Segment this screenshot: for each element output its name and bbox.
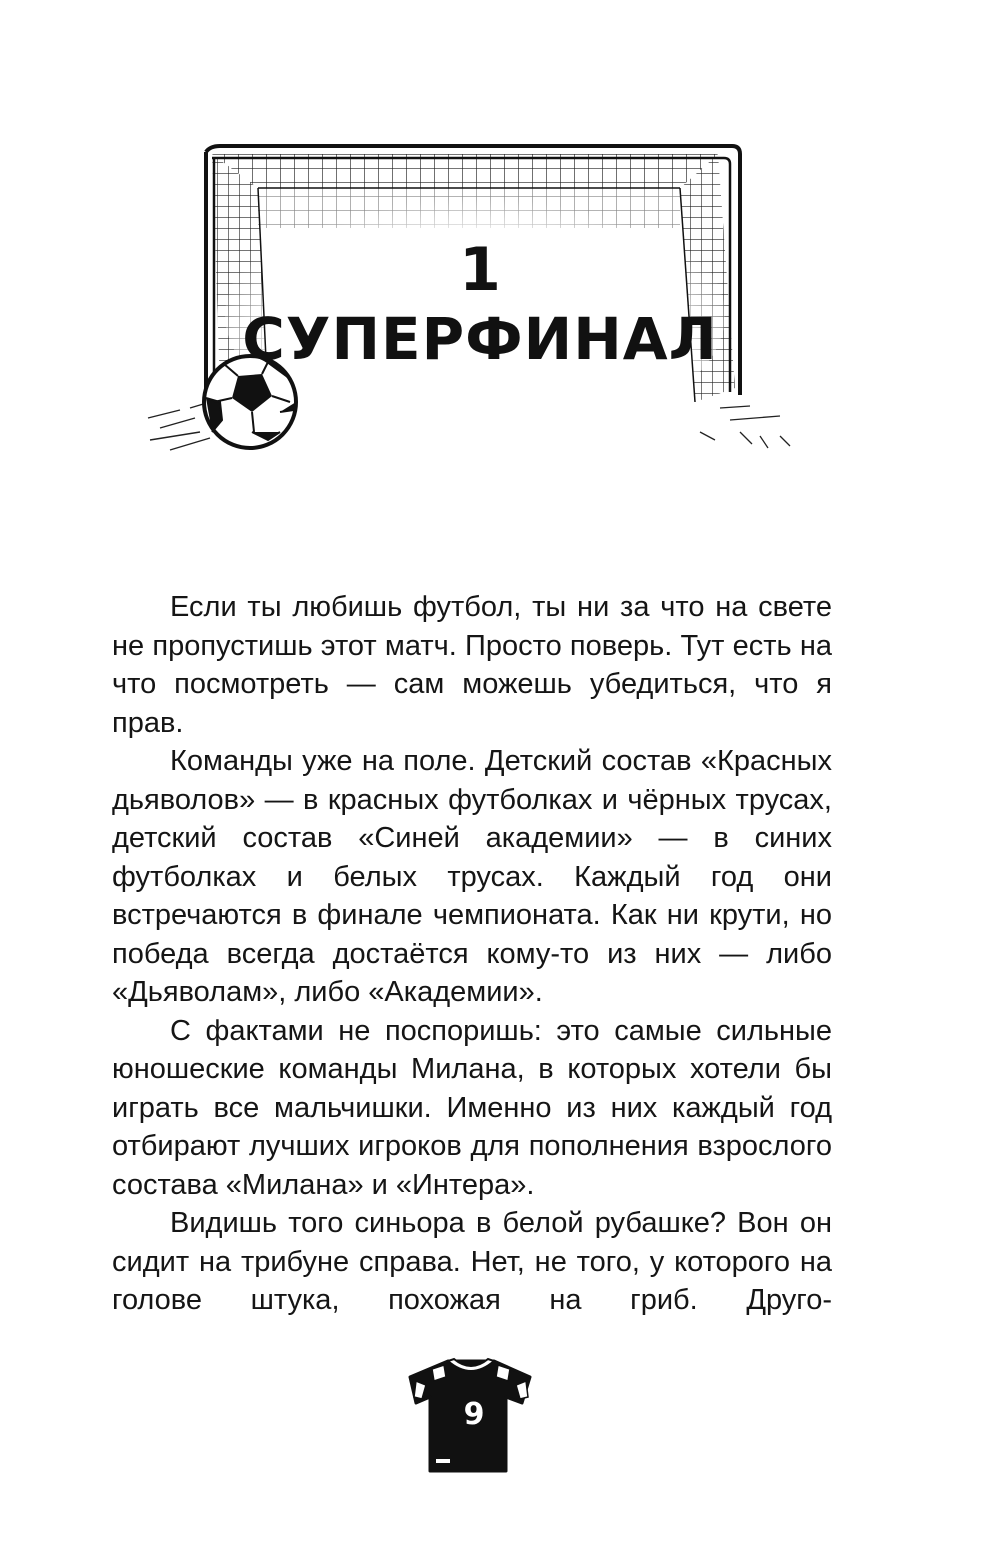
- paragraph-1: Если ты любишь футбол, ты ни за что на свете не пропустишь этот матч. Просто поверь. Тут есть на что посмотреть — сам можешь убедиться, что я прав.: [112, 591, 832, 739]
- paragraph-3: С фактами не поспоришь: это самые сильные юношеские команды Милана, в которых хотели бы играть все мальчишки. Именно из них каждый год отбирают лучших игроков для пополнения взрослого состава «Милана» и «Интера».: [112, 1014, 832, 1201]
- chapter-number: 1: [459, 235, 501, 305]
- page-number-badge: [408, 1355, 534, 1475]
- body-text: [112, 588, 832, 1320]
- chapter-title: СУПЕРФИНАЛ: [242, 305, 718, 373]
- paragraph-4: Видишь того синьора в белой рубашке? Вон он сидит на трибуне справа. Нет, не того, у которого на голове штука, похожая на гриб. Друго-: [112, 1207, 832, 1316]
- page-number: 9: [463, 1397, 485, 1432]
- paragraph-2: Команды уже на поле. Детский состав «Красных дьяволов» — в красных футболках и чёрных трусах, детский состав «Синей академии» — в синих футболках и белых трусах. Каждый год они встречаются в финале чемпионата. Как ни крути, но победа всегда достаётся кому-то из них — либо «Дьяволам», либо «Академии».: [112, 745, 832, 1008]
- chapter-header: [140, 140, 820, 470]
